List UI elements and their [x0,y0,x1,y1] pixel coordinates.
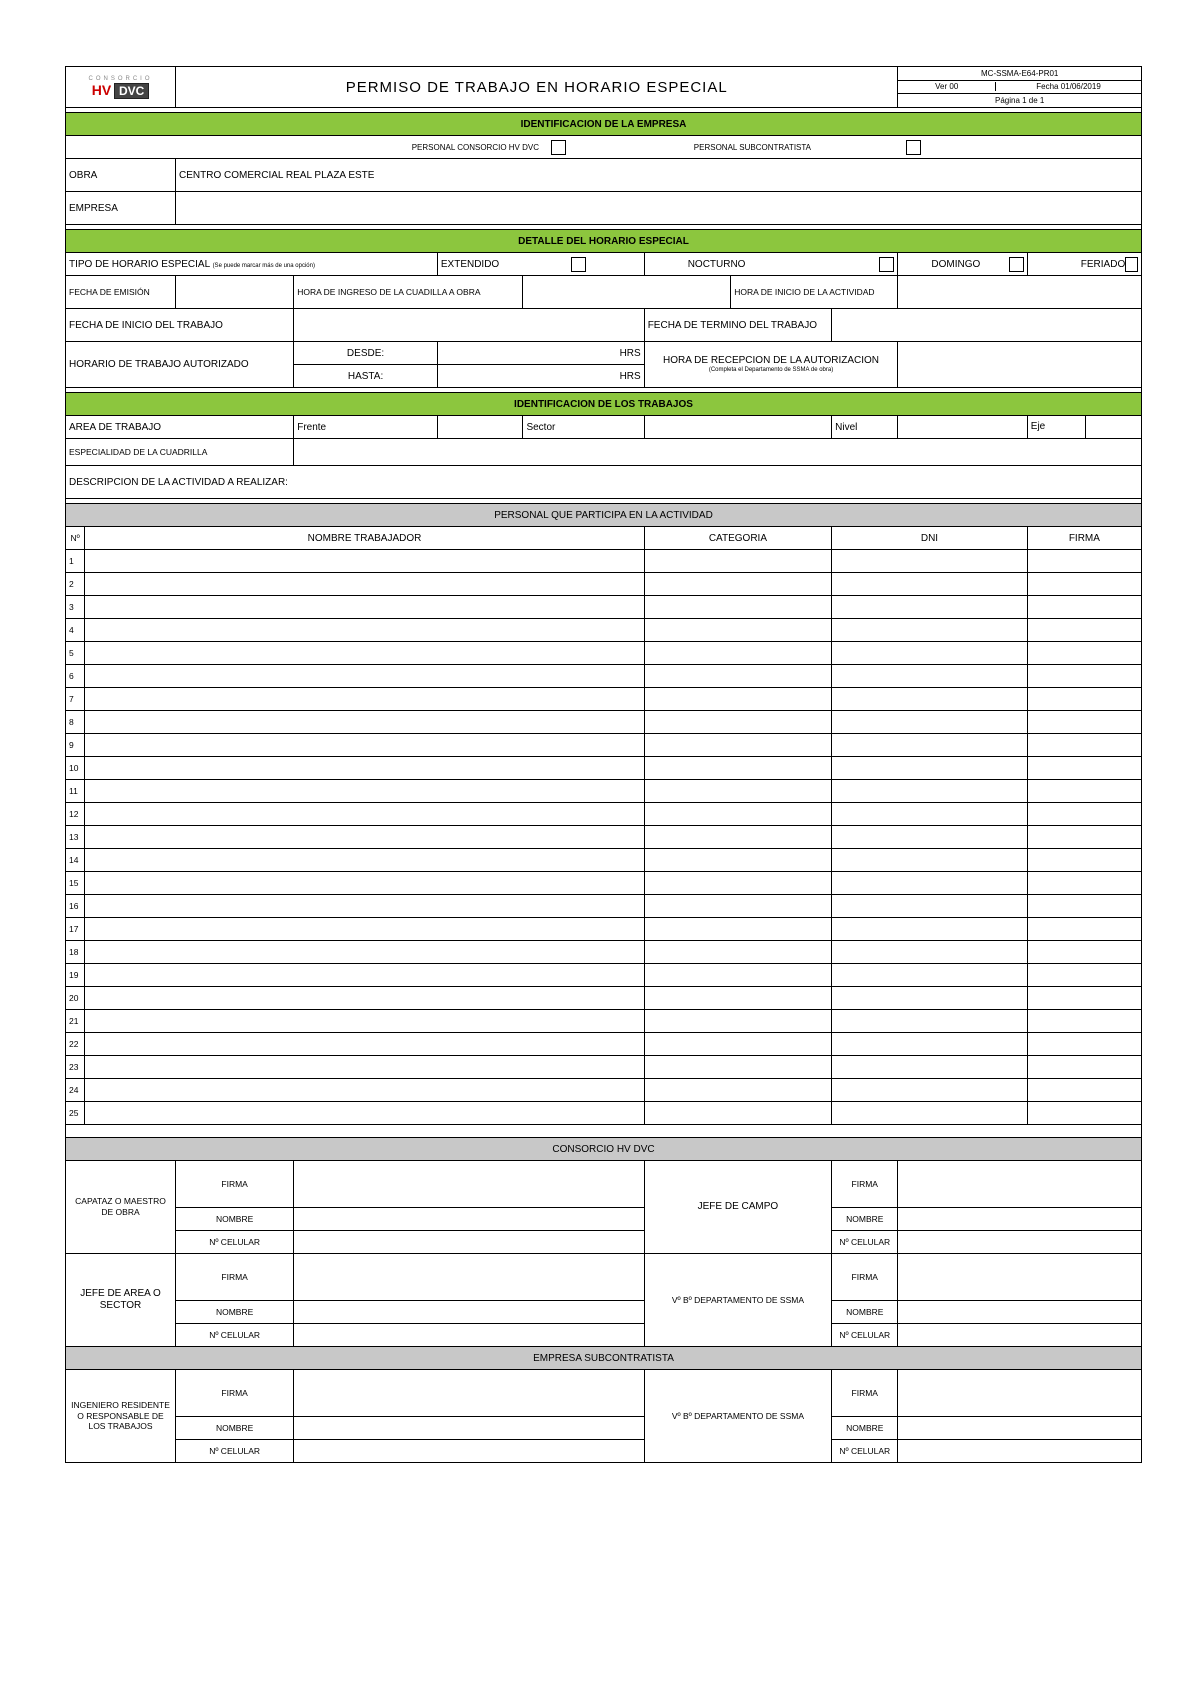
row-number: 5 [66,642,85,665]
row-number: 10 [66,757,85,780]
categoria-cell[interactable] [644,734,831,757]
categoria-cell[interactable] [644,596,831,619]
page-title: PERMISO DE TRABAJO EN HORARIO ESPECIAL [176,67,898,108]
row-number: 17 [66,918,85,941]
dni-cell[interactable] [832,872,1028,895]
row-number: 11 [66,780,85,803]
personal-subcontratista-label: PERSONAL SUBCONTRATISTA [693,142,811,152]
row-number: 16 [66,895,85,918]
page-number: Página 1 de 1 [898,94,1142,108]
nombre-cell[interactable] [85,596,644,619]
table-row [66,1079,1142,1102]
domingo-label: DOMINGO [931,258,981,270]
dni-cell[interactable] [832,711,1028,734]
document-code: MC-SSMA-E64-PR01 [898,67,1142,81]
capataz-nombre-input[interactable] [294,1208,644,1231]
logo-hv: HV [91,82,112,98]
table-row [66,688,1142,711]
col-firma-header: FIRMA [1027,527,1141,550]
empresa-label: EMPRESA [66,192,176,225]
categoria-cell[interactable] [644,1056,831,1079]
categoria-cell[interactable] [644,964,831,987]
feriado-checkbox[interactable] [1125,257,1138,272]
firma-cell[interactable] [1027,734,1141,757]
nombre-cell[interactable] [85,665,644,688]
dni-cell[interactable] [832,665,1028,688]
table-row [66,550,1142,573]
categoria-cell[interactable] [644,550,831,573]
capataz-celular-label: Nº CELULAR [176,1231,294,1254]
categoria-cell[interactable] [644,780,831,803]
nombre-cell[interactable] [85,642,644,665]
hora-recepcion-label: HORA DE RECEPCION DE LA AUTORIZACION [663,354,880,366]
table-row [66,895,1142,918]
jefe-campo-firma-label: FIRMA [832,1161,898,1208]
jefe-campo-celular-input[interactable] [898,1231,1142,1254]
vb-ssma-sub-label: Vº Bº DEPARTAMENTO DE SSMA [644,1370,831,1463]
nombre-cell[interactable] [85,964,644,987]
firma-cell[interactable] [1027,550,1141,573]
row-number: 13 [66,826,85,849]
nombre-cell[interactable] [85,1079,644,1102]
section-consorcio: CONSORCIO HV DVC [66,1138,1142,1161]
section-subcontratista: EMPRESA SUBCONTRATISTA [66,1347,1142,1370]
categoria-cell[interactable] [644,872,831,895]
jefe-campo-celular-label: Nº CELULAR [832,1231,898,1254]
row-number: 12 [66,803,85,826]
empresa-value[interactable] [176,192,1142,225]
dni-cell[interactable] [832,734,1028,757]
firma-cell[interactable] [1027,573,1141,596]
table-row [66,1033,1142,1056]
categoria-cell[interactable] [644,895,831,918]
hasta-hrs[interactable]: HRS [437,365,644,388]
dni-cell[interactable] [832,619,1028,642]
fecha-emision-label: FECHA DE EMISIÓN [66,276,176,309]
hora-ingreso-input[interactable] [523,276,731,309]
firma-cell[interactable] [1027,1079,1141,1102]
especialidad-input[interactable] [294,439,1142,466]
hora-recepcion-input[interactable] [898,342,1142,388]
firma-cell[interactable] [1027,895,1141,918]
document-version: Ver 00 [898,82,996,91]
vb-ssma-sub-celular-input[interactable] [898,1440,1142,1463]
dni-cell[interactable] [832,573,1028,596]
dni-cell[interactable] [832,642,1028,665]
dni-cell[interactable] [832,688,1028,711]
table-row [66,780,1142,803]
table-row [66,757,1142,780]
categoria-cell[interactable] [644,918,831,941]
row-number: 14 [66,849,85,872]
firma-cell[interactable] [1027,849,1141,872]
table-row [66,711,1142,734]
firma-cell[interactable] [1027,872,1141,895]
nombre-cell[interactable] [85,849,644,872]
nivel-input[interactable] [898,416,1027,439]
dni-cell[interactable] [832,1079,1028,1102]
hora-inicio-actividad-label: HORA DE INICIO DE LA ACTIVIDAD [731,276,898,309]
area-trabajo-label: AREA DE TRABAJO [66,416,294,439]
categoria-cell[interactable] [644,803,831,826]
col-num-header: Nº [66,527,85,550]
obra-value[interactable]: CENTRO COMERCIAL REAL PLAZA ESTE [176,159,1142,192]
table-row [66,619,1142,642]
firma-cell[interactable] [1027,918,1141,941]
nocturno-label: NOCTURNO [687,258,746,270]
jefe-area-nombre-input[interactable] [294,1301,644,1324]
firma-cell[interactable] [1027,665,1141,688]
firma-cell[interactable] [1027,803,1141,826]
company-logo [66,67,176,108]
row-number: 1 [66,550,85,573]
firma-cell[interactable] [1027,1102,1141,1125]
especialidad-label: ESPECIALIDAD DE LA CUADRILLA [66,439,294,466]
firma-cell[interactable] [1027,757,1141,780]
document-date: Fecha 01/06/2019 [1036,82,1101,92]
categoria-cell[interactable] [644,941,831,964]
fecha-emision-input[interactable] [176,276,294,309]
feriado-label: FERIADO [1080,258,1126,270]
dni-cell[interactable] [832,780,1028,803]
dni-cell[interactable] [832,964,1028,987]
row-number: 23 [66,1056,85,1079]
categoria-cell[interactable] [644,1010,831,1033]
row-number: 8 [66,711,85,734]
nombre-cell[interactable] [85,872,644,895]
categoria-cell[interactable] [644,1102,831,1125]
row-number: 7 [66,688,85,711]
obra-label: OBRA [66,159,176,192]
jefe-area-firma-label: FIRMA [176,1254,294,1301]
categoria-cell[interactable] [644,711,831,734]
section-empresa: IDENTIFICACION DE LA EMPRESA [66,113,1142,136]
ingeniero-nombre-label: NOMBRE [176,1417,294,1440]
firma-cell[interactable] [1027,711,1141,734]
personal-consorcio-label: PERSONAL CONSORCIO HV DVC [411,142,539,152]
categoria-cell[interactable] [644,1033,831,1056]
table-row [66,918,1142,941]
vb-ssma-celular-input[interactable] [898,1324,1142,1347]
dni-cell[interactable] [832,895,1028,918]
nombre-cell[interactable] [85,941,644,964]
descripcion-field[interactable]: DESCRIPCION DE LA ACTIVIDAD A REALIZAR: [66,466,1142,499]
permit-form [65,66,1142,1463]
table-row [66,573,1142,596]
personal-rows [66,550,1142,1125]
table-row [66,1010,1142,1033]
firma-cell[interactable] [1027,964,1141,987]
hora-recepcion-note: (Completa el Departamento de SSMA de obra) [708,367,834,373]
row-number: 15 [66,872,85,895]
logo-top-text: CONSORCIO [88,76,153,82]
row-number: 20 [66,987,85,1010]
nombre-cell[interactable] [85,573,644,596]
dni-cell[interactable] [832,849,1028,872]
col-nombre-header: NOMBRE TRABAJADOR [85,527,644,550]
nocturno-checkbox[interactable] [879,257,894,272]
table-row [66,665,1142,688]
form-table [65,66,1142,1463]
dni-cell[interactable] [832,757,1028,780]
dni-cell[interactable] [832,550,1028,573]
vb-ssma-firma-input[interactable] [898,1254,1142,1301]
capataz-firma-label: FIRMA [176,1161,294,1208]
firma-cell[interactable] [1027,826,1141,849]
ingeniero-celular-label: Nº CELULAR [176,1440,294,1463]
frente-input[interactable] [437,416,523,439]
vb-ssma-sub-nombre-input[interactable] [898,1417,1142,1440]
ingeniero-label: INGENIERO RESIDENTE O RESPONSABLE DE LOS TRABAJOS [66,1370,176,1463]
jefe-campo-label: JEFE DE CAMPO [644,1161,831,1254]
fecha-termino-input[interactable] [832,309,1142,342]
table-row [66,1056,1142,1079]
firma-cell[interactable] [1027,642,1141,665]
personal-subcontratista-checkbox[interactable] [906,140,921,155]
table-row [66,964,1142,987]
ingeniero-celular-input[interactable] [294,1440,644,1463]
dni-cell[interactable] [832,987,1028,1010]
vb-ssma-consorcio-label: Vº Bº DEPARTAMENTO DE SSMA [644,1254,831,1347]
section-personal: PERSONAL QUE PARTICIPA EN LA ACTIVIDAD [66,504,1142,527]
dni-cell[interactable] [832,918,1028,941]
firma-cell[interactable] [1027,987,1141,1010]
fecha-inicio-label: FECHA DE INICIO DEL TRABAJO [66,309,294,342]
tipo-horario-label: TIPO DE HORARIO ESPECIAL [69,258,210,270]
table-row [66,987,1142,1010]
row-number: 3 [66,596,85,619]
vb-ssma-nombre-input[interactable] [898,1301,1142,1324]
categoria-cell[interactable] [644,849,831,872]
nombre-cell[interactable] [85,734,644,757]
table-row [66,642,1142,665]
jefe-area-nombre-label: NOMBRE [176,1301,294,1324]
table-row [66,734,1142,757]
firma-cell[interactable] [1027,1056,1141,1079]
table-row [66,849,1142,872]
categoria-cell[interactable] [644,987,831,1010]
personal-consorcio-checkbox[interactable] [551,140,566,155]
vb-ssma-sub-firma-label: FIRMA [832,1370,898,1417]
domingo-checkbox[interactable] [1009,257,1024,272]
sector-input[interactable] [644,416,831,439]
vb-ssma-firma-label: FIRMA [832,1254,898,1301]
horario-autorizado-label: HORARIO DE TRABAJO AUTORIZADO [66,342,294,388]
nombre-cell[interactable] [85,1033,644,1056]
nombre-cell[interactable] [85,780,644,803]
nombre-cell[interactable] [85,619,644,642]
nombre-cell[interactable] [85,826,644,849]
nombre-cell[interactable] [85,987,644,1010]
firma-cell[interactable] [1027,619,1141,642]
row-number: 9 [66,734,85,757]
hora-ingreso-label: HORA DE INGRESO DE LA CUADILLA A OBRA [294,276,523,309]
capataz-label: CAPATAZ O MAESTRO DE OBRA [66,1161,176,1254]
categoria-cell[interactable] [644,642,831,665]
row-number: 24 [66,1079,85,1102]
table-row [66,941,1142,964]
nombre-cell[interactable] [85,918,644,941]
col-dni-header: DNI [832,527,1028,550]
desde-label: DESDE: [294,342,438,365]
categoria-cell[interactable] [644,757,831,780]
nombre-cell[interactable] [85,803,644,826]
ingeniero-firma-input[interactable] [294,1370,644,1417]
categoria-cell[interactable] [644,826,831,849]
nombre-cell[interactable] [85,757,644,780]
dni-cell[interactable] [832,941,1028,964]
col-categoria-header: CATEGORIA [644,527,831,550]
nombre-cell[interactable] [85,711,644,734]
table-row [66,1102,1142,1125]
categoria-cell[interactable] [644,619,831,642]
vb-ssma-celular-label: Nº CELULAR [832,1324,898,1347]
sector-label: Sector [523,416,644,439]
capataz-celular-input[interactable] [294,1231,644,1254]
capataz-firma-input[interactable] [294,1161,644,1208]
nombre-cell[interactable] [85,1056,644,1079]
nombre-cell[interactable] [85,550,644,573]
jefe-campo-firma-input[interactable] [898,1161,1142,1208]
frente-label: Frente [294,416,438,439]
extendido-label: EXTENDIDO [440,258,500,270]
dni-cell[interactable] [832,803,1028,826]
fecha-inicio-input[interactable] [294,309,644,342]
jefe-area-celular-label: Nº CELULAR [176,1324,294,1347]
dni-cell[interactable] [832,1033,1028,1056]
categoria-cell[interactable] [644,665,831,688]
ingeniero-firma-label: FIRMA [176,1370,294,1417]
vb-ssma-sub-celular-label: Nº CELULAR [832,1440,898,1463]
categoria-cell[interactable] [644,573,831,596]
fecha-termino-label: FECHA DE TERMINO DEL TRABAJO [644,309,831,342]
nombre-cell[interactable] [85,895,644,918]
row-number: 19 [66,964,85,987]
categoria-cell[interactable] [644,1079,831,1102]
jefe-campo-nombre-label: NOMBRE [832,1208,898,1231]
firma-cell[interactable] [1027,688,1141,711]
row-number: 18 [66,941,85,964]
eje-label: Eje [1028,416,1087,438]
jefe-area-celular-input[interactable] [294,1324,644,1347]
section-detalle: DETALLE DEL HORARIO ESPECIAL [66,230,1142,253]
nombre-cell[interactable] [85,1010,644,1033]
nombre-cell[interactable] [85,1102,644,1125]
row-number: 2 [66,573,85,596]
extendido-checkbox[interactable] [571,257,586,272]
vb-ssma-nombre-label: NOMBRE [832,1301,898,1324]
ingeniero-nombre-input[interactable] [294,1417,644,1440]
nombre-cell[interactable] [85,688,644,711]
vb-ssma-sub-firma-input[interactable] [898,1370,1142,1417]
capataz-nombre-label: NOMBRE [176,1208,294,1231]
firma-cell[interactable] [1027,780,1141,803]
firma-cell[interactable] [1027,941,1141,964]
categoria-cell[interactable] [644,688,831,711]
nivel-label: Nivel [832,416,898,439]
desde-hrs[interactable]: HRS [437,342,644,365]
table-row [66,872,1142,895]
row-number: 4 [66,619,85,642]
firma-cell[interactable] [1027,1010,1141,1033]
tipo-horario-note: (Se puede marcar más de una opción) [212,262,315,269]
dni-cell[interactable] [832,1010,1028,1033]
jefe-area-firma-input[interactable] [294,1254,644,1301]
jefe-area-label: JEFE DE AREA O SECTOR [66,1254,176,1347]
firma-cell[interactable] [1027,1033,1141,1056]
jefe-campo-nombre-input[interactable] [898,1208,1142,1231]
table-row [66,803,1142,826]
table-row [66,596,1142,619]
row-number: 6 [66,665,85,688]
dni-cell[interactable] [832,1056,1028,1079]
firma-cell[interactable] [1027,596,1141,619]
section-trabajos: IDENTIFICACION DE LOS TRABAJOS [66,393,1142,416]
row-number: 21 [66,1010,85,1033]
dni-cell[interactable] [832,826,1028,849]
logo-dvc: DVC [114,83,149,99]
row-number: 22 [66,1033,85,1056]
hora-inicio-actividad-input[interactable] [898,276,1142,309]
table-row [66,826,1142,849]
hasta-label: HASTA: [294,365,438,388]
vb-ssma-sub-nombre-label: NOMBRE [832,1417,898,1440]
dni-cell[interactable] [832,596,1028,619]
dni-cell[interactable] [832,1102,1028,1125]
row-number: 25 [66,1102,85,1125]
